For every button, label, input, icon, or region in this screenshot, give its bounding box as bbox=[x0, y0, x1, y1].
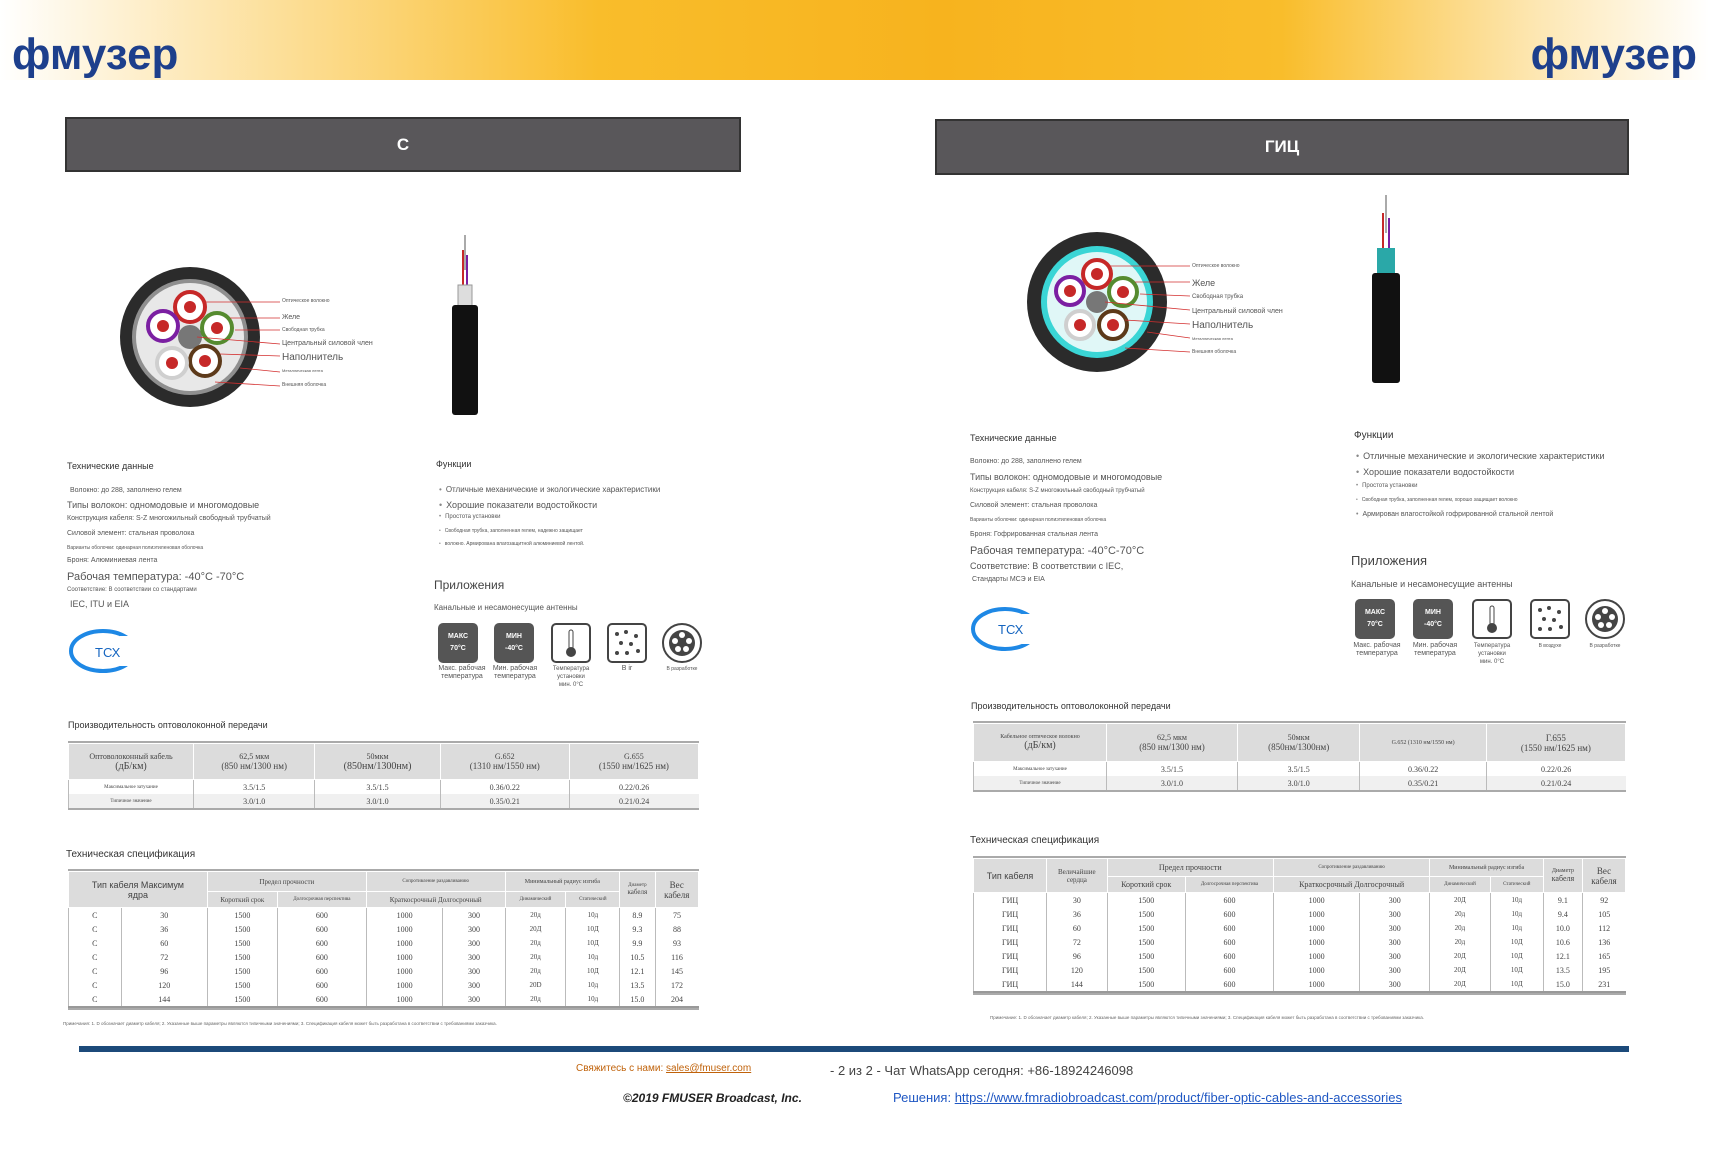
table-cell: ГИЦ bbox=[974, 977, 1047, 992]
table-row: Максимальное затухание 3.5/1.5 3.5/1.5 0.36/0.22 0.22/0.26 bbox=[69, 780, 699, 795]
table-cell: 75 bbox=[655, 908, 698, 923]
left-cable-side-view bbox=[445, 230, 485, 415]
left-label-sheath: Внешняя оболочка bbox=[282, 382, 327, 388]
table-cell: С bbox=[69, 936, 122, 950]
table-cell: 1000 bbox=[366, 922, 443, 936]
left-tech-title: Технические данные bbox=[67, 461, 154, 471]
contact-email-link[interactable]: sales@fmuser.com bbox=[666, 1063, 752, 1074]
right-perf-table: Кабельное оптическое волокно (дБ/км) 62,5 мкм (850 нм/1300 нм) 50мкм (850нм/1300нм) G.652 (1310 нм/1550 нм) Г.655 (1550 нм/1625 нм) Максимальное затухание 3.5/1.5 3.5/1.5 0.36/0.22 0.22/0.26 Типичное значение 3.0/1.0 3.0/1.0 0.35/0.21 0.21/0.24 bbox=[973, 721, 1626, 792]
table-cell: 600 bbox=[277, 908, 366, 923]
table-row: Типичное значение 3.0/1.0 3.0/1.0 0.35/0.21 0.21/0.24 bbox=[69, 794, 699, 808]
table-cell: 1500 bbox=[1107, 907, 1185, 921]
solutions-label: Решения: bbox=[893, 1090, 955, 1105]
table-row bbox=[69, 922, 699, 936]
table-cell: 10д bbox=[566, 908, 620, 923]
table-cell: 1500 bbox=[207, 964, 277, 978]
right-cable-side-view bbox=[1366, 193, 1406, 383]
right-label-member: Центральный силовой член bbox=[1192, 308, 1283, 315]
table-cell: 300 bbox=[1360, 977, 1430, 992]
table-cell: 600 bbox=[1185, 893, 1273, 908]
left-note: Примечания: 1. D обозначает диаметр кабеля; 2. Указанные выше параметры являются типичными значениями; 3. Спецификация кабеля может быть разработана в соответствии с требованиями заказчика. bbox=[63, 1021, 497, 1026]
table-cell: 20Д bbox=[1430, 977, 1490, 992]
right-icon-caption: В воздухе bbox=[1538, 643, 1562, 649]
right-note: Примечание: 1. D обозначает диаметр кабеля; 2. Указанные выше параметры являются типичными значениями; 3. Спецификация кабеля может быть разработана в соответствии с требованиями заказчика. bbox=[990, 1015, 1424, 1020]
table-row bbox=[69, 978, 699, 992]
table-cell: 136 bbox=[1582, 935, 1625, 949]
table-cell: 10.5 bbox=[620, 950, 655, 964]
logo-left: фмузер bbox=[12, 30, 179, 79]
left-func-item: • Свободная трубка, заполненная гелем, надежно защищает bbox=[439, 528, 583, 534]
left-tcx-text: ТСХ bbox=[95, 645, 121, 660]
table-cell: 13.5 bbox=[1543, 963, 1582, 977]
table-row bbox=[974, 949, 1626, 963]
right-perf-title: Производительность оптоволоконной передачи bbox=[971, 701, 1171, 711]
table-cell: 1500 bbox=[1107, 949, 1185, 963]
table-cell: 10.0 bbox=[1543, 921, 1582, 935]
table-cell: 1500 bbox=[1107, 977, 1185, 992]
right-cable-cross-section bbox=[1025, 228, 1295, 378]
table-cell: 20д bbox=[505, 936, 566, 950]
table-cell: 300 bbox=[443, 908, 505, 923]
left-perf-header: Оптоволоконный кабель (дБ/км) bbox=[69, 744, 194, 780]
left-func-item: • Отличные механические и экологические характеристики bbox=[439, 485, 660, 494]
table-cell: С bbox=[69, 950, 122, 964]
left-min-temp-icon: МИН -40°C bbox=[494, 623, 534, 663]
table-cell: 10Д bbox=[1490, 963, 1543, 977]
left-panel-title: С bbox=[65, 117, 741, 172]
table-cell: 300 bbox=[443, 978, 505, 992]
table-cell: 1500 bbox=[1107, 935, 1185, 949]
table-cell: 120 bbox=[1047, 963, 1107, 977]
table-cell: 300 bbox=[1360, 935, 1430, 949]
footer-copyright: ©2019 FMUSER Broadcast, Inc. bbox=[623, 1091, 802, 1105]
right-spec-title: Техническая спецификация bbox=[970, 835, 1100, 846]
table-cell: 600 bbox=[1185, 907, 1273, 921]
table-cell: 1000 bbox=[366, 936, 443, 950]
table-row bbox=[69, 936, 699, 950]
left-func-item: • волокно. Армирована влагозащитной алюминиевой лентой. bbox=[439, 541, 584, 547]
left-tech-line: Конструкция кабеля: S-Z многожильный свободный трубчатый bbox=[67, 515, 271, 522]
table-cell: 145 bbox=[655, 964, 698, 978]
left-label-fiber: Оптическое волокно bbox=[282, 298, 330, 304]
table-cell: 1000 bbox=[1274, 893, 1360, 908]
right-tech-line: Варианты оболочки: одинарная полиэтиленовая оболочка bbox=[970, 517, 1107, 523]
left-perf-header: 62,5 мкм (850 нм/1300 нм) bbox=[194, 744, 315, 780]
table-cell: 300 bbox=[1360, 907, 1430, 921]
logo-right: фмузер bbox=[1530, 30, 1697, 79]
left-icon-caption: Макс. рабочая температура bbox=[438, 665, 486, 680]
table-cell: 112 bbox=[1582, 921, 1625, 935]
table-cell: 10д bbox=[566, 978, 620, 992]
table-cell: 300 bbox=[1360, 921, 1430, 935]
table-cell: 300 bbox=[443, 964, 505, 978]
table-cell: 204 bbox=[655, 992, 698, 1007]
table-row bbox=[974, 935, 1626, 949]
table-cell: 1000 bbox=[366, 978, 443, 992]
left-label-member: Центральный силовой член bbox=[282, 340, 373, 347]
left-cable-cross-section bbox=[115, 262, 385, 412]
table-cell: 36 bbox=[1047, 907, 1107, 921]
table-cell: 1000 bbox=[366, 992, 443, 1007]
table-cell: С bbox=[69, 992, 122, 1007]
footer-contact bbox=[576, 1063, 751, 1074]
table-cell: ГИЦ bbox=[974, 893, 1047, 908]
table-cell: 20Д bbox=[1430, 893, 1490, 908]
table-cell: 20Д bbox=[505, 922, 566, 936]
left-perf-header: 50мкм (850нм/1300нм) bbox=[315, 744, 440, 780]
right-tech-line: Силовой элемент: стальная проволока bbox=[970, 502, 1098, 509]
table-cell: 9.4 bbox=[1543, 907, 1582, 921]
table-cell: 10.6 bbox=[1543, 935, 1582, 949]
table-cell: 1500 bbox=[1107, 893, 1185, 908]
table-cell: 36 bbox=[121, 922, 207, 936]
right-tech-title: Технические данные bbox=[970, 433, 1057, 443]
table-cell: 10д bbox=[566, 992, 620, 1007]
table-cell: 1000 bbox=[1274, 907, 1360, 921]
right-func-item: • Хорошие показатели водостойкости bbox=[1356, 467, 1514, 477]
table-cell: 20д bbox=[505, 908, 566, 923]
right-func-item: • Свободная трубка, заполненная гелем, хорошо защищает волокно bbox=[1356, 497, 1518, 503]
left-tech-line: Варианты оболочки: одинарная полиэтиленовая оболочка bbox=[67, 545, 204, 551]
table-cell: 1500 bbox=[207, 936, 277, 950]
right-tech-line: Стандарты МСЭ и EIA bbox=[972, 576, 1045, 583]
footer-divider bbox=[79, 1046, 1629, 1052]
solutions-link[interactable]: https://www.fmradiobroadcast.com/product/fiber-optic-cables-and-accessories bbox=[954, 1090, 1402, 1105]
table-cell: 1000 bbox=[1274, 935, 1360, 949]
table-cell: 1000 bbox=[1274, 949, 1360, 963]
left-tech-line: IEC, ITU и EIA bbox=[70, 599, 130, 609]
table-cell: 10Д bbox=[1490, 977, 1543, 992]
footer-solutions bbox=[893, 1090, 1402, 1105]
table-cell: 600 bbox=[277, 950, 366, 964]
table-cell: 1000 bbox=[366, 950, 443, 964]
table-cell: 15.0 bbox=[1543, 977, 1582, 992]
right-app-text: Канальные и несамонесущие антенны bbox=[1351, 579, 1513, 589]
right-duct-icon bbox=[1585, 599, 1625, 639]
right-func-item: • Армирован влагостойкой гофрированной стальной лентой bbox=[1356, 511, 1553, 518]
table-cell: 300 bbox=[1360, 963, 1430, 977]
table-cell: 8.9 bbox=[620, 908, 655, 923]
table-cell: 10Д bbox=[566, 922, 620, 936]
table-cell: 96 bbox=[1047, 949, 1107, 963]
table-cell: 300 bbox=[443, 992, 505, 1007]
right-panel-title: ГИЦ bbox=[935, 119, 1629, 175]
table-cell: ГИЦ bbox=[974, 907, 1047, 921]
table-cell: ГИЦ bbox=[974, 949, 1047, 963]
table-cell: С bbox=[69, 978, 122, 992]
right-tech-line: Соответствие: В соответствии с IEC, bbox=[970, 561, 1124, 571]
table-cell: 1000 bbox=[366, 964, 443, 978]
right-icon-caption: Температура установки мин. 0°C bbox=[1473, 643, 1511, 665]
right-tech-line: Типы волокон: одномодовые и многомодовые bbox=[970, 472, 1163, 482]
table-row bbox=[69, 964, 699, 978]
table-cell: 12.1 bbox=[620, 964, 655, 978]
table-cell: 600 bbox=[1185, 963, 1273, 977]
right-func-item: • Простота установки bbox=[1356, 483, 1417, 489]
left-spec-table: Тип кабеля Максимум ядра Предел прочности Сопротивление раздавливанию Минимальный радиус изгиба Диаметр кабеля Вес кабеля Короткий срок Долгосрочная перспектива Краткосрочный Долгосрочный Динамический Статический С 30 1500 600 1000 300 20д 10д 8.9 75 С 36 1500 600 1000 300 20Д 10Д 9.3 88 С 60 1500 600 1000 300 20д 10Д 9.9 93 С 72 1500 600 1000 300 20д 10д 10.5 116 С 96 1500 600 1000 300 20д 10Д 12.1 145 С 120 1500 600 1000 300 20D 10д 13.5 172 С 144 1500 600 1000 300 20д 10д 15.0 204 bbox=[68, 869, 699, 1010]
table-cell: 20д bbox=[505, 992, 566, 1007]
table-cell: 600 bbox=[277, 964, 366, 978]
table-row bbox=[69, 950, 699, 964]
table-row bbox=[69, 992, 699, 1007]
left-perf-title: Производительность оптоволоконной передачи bbox=[68, 720, 268, 730]
table-cell: 12.1 bbox=[1543, 949, 1582, 963]
table-cell: 300 bbox=[443, 936, 505, 950]
left-max-temp-icon: МАКС 70°C bbox=[438, 623, 478, 663]
left-label-tape: Металлическая лента bbox=[282, 368, 323, 373]
table-cell: 10Д bbox=[1490, 949, 1543, 963]
right-tech-line: Конструкция кабеля: S-Z многожильный свободный трубчатый bbox=[970, 488, 1145, 494]
table-cell: 60 bbox=[1047, 921, 1107, 935]
table-cell: 9.1 bbox=[1543, 893, 1582, 908]
table-cell: С bbox=[69, 908, 122, 923]
left-icon-caption: В разработке bbox=[666, 666, 698, 672]
right-icon-caption: Мин. рабочая температура bbox=[1412, 642, 1458, 657]
table-cell: 1500 bbox=[207, 922, 277, 936]
table-cell: 600 bbox=[277, 936, 366, 950]
right-func-item: • Отличные механические и экологические характеристики bbox=[1356, 451, 1604, 461]
table-cell: 10д bbox=[1490, 921, 1543, 935]
table-cell: 10д bbox=[1490, 907, 1543, 921]
table-row: Типичное значение 3.0/1.0 3.0/1.0 0.35/0.21 0.21/0.24 bbox=[974, 776, 1626, 790]
table-cell: 30 bbox=[1047, 893, 1107, 908]
left-label-tube: Свободная трубка bbox=[282, 327, 325, 333]
table-cell: 600 bbox=[1185, 949, 1273, 963]
left-spec-title: Техническая спецификация bbox=[66, 849, 196, 860]
left-tech-line: Типы волокон: одномодовые и многомодовые bbox=[67, 500, 260, 510]
right-icon-caption: В разработке bbox=[1589, 643, 1621, 649]
table-cell: 144 bbox=[121, 992, 207, 1007]
table-cell: 72 bbox=[121, 950, 207, 964]
left-tech-line: Рабочая температура: -40°C -70°C bbox=[67, 571, 245, 583]
table-cell: 10Д bbox=[1490, 935, 1543, 949]
table-cell: ГИЦ bbox=[974, 921, 1047, 935]
table-cell: 1000 bbox=[366, 908, 443, 923]
table-cell: 1000 bbox=[1274, 977, 1360, 992]
table-row bbox=[69, 908, 699, 923]
table-cell: 88 bbox=[655, 922, 698, 936]
table-cell: 1500 bbox=[207, 978, 277, 992]
right-thermometer-icon bbox=[1472, 599, 1512, 639]
table-cell: 9.9 bbox=[620, 936, 655, 950]
table-cell: 20д bbox=[1430, 935, 1490, 949]
table-cell: 20д bbox=[1430, 921, 1490, 935]
table-row bbox=[974, 921, 1626, 935]
table-row: Максимальное затухание 3.5/1.5 3.5/1.5 0.36/0.22 0.22/0.26 bbox=[974, 762, 1626, 777]
table-cell: 20д bbox=[1430, 907, 1490, 921]
right-tcx-text: ТСХ bbox=[998, 622, 1024, 637]
table-cell: С bbox=[69, 964, 122, 978]
table-cell: 300 bbox=[443, 922, 505, 936]
right-label-filler: Наполнитель bbox=[1192, 320, 1254, 331]
left-icon-caption: Мин. рабочая температура bbox=[492, 665, 538, 680]
left-func-title: Функции bbox=[436, 459, 472, 469]
table-cell: 1500 bbox=[207, 950, 277, 964]
table-cell: 165 bbox=[1582, 949, 1625, 963]
right-label-tube: Свободная трубка bbox=[1192, 294, 1244, 300]
table-row bbox=[974, 907, 1626, 921]
table-cell: 300 bbox=[443, 950, 505, 964]
table-cell: 172 bbox=[655, 978, 698, 992]
header-band bbox=[0, 0, 1709, 80]
table-cell: 144 bbox=[1047, 977, 1107, 992]
table-cell: 15.0 bbox=[620, 992, 655, 1007]
left-duct-icon bbox=[662, 623, 702, 663]
table-cell: 10Д bbox=[566, 936, 620, 950]
right-func-title: Функции bbox=[1354, 430, 1394, 441]
left-tech-line: Силовой элемент: стальная проволока bbox=[67, 530, 195, 537]
table-cell: С bbox=[69, 922, 122, 936]
left-app-text: Канальные и несамонесущие антенны bbox=[434, 603, 578, 612]
table-cell: 600 bbox=[277, 992, 366, 1007]
table-cell: 300 bbox=[1360, 949, 1430, 963]
table-cell: 10д bbox=[1490, 893, 1543, 908]
left-label-filler: Наполнитель bbox=[282, 352, 344, 363]
table-cell: 231 bbox=[1582, 977, 1625, 992]
right-tech-line: Рабочая температура: -40°C-70°C bbox=[970, 545, 1145, 557]
table-cell: 10Д bbox=[566, 964, 620, 978]
table-cell: 300 bbox=[1360, 893, 1430, 908]
table-cell: 96 bbox=[121, 964, 207, 978]
table-row bbox=[974, 977, 1626, 992]
left-tech-line: Броня: Алюминиевая лента bbox=[67, 557, 158, 564]
footer-page-info: - 2 из 2 - Чат WhatsApp сегодня: +86-18924246098 bbox=[830, 1063, 1134, 1078]
table-cell: 600 bbox=[1185, 921, 1273, 935]
right-min-temp-icon: МИН -40°C bbox=[1413, 599, 1453, 639]
right-label-tape: Металлическая лента bbox=[1192, 336, 1233, 341]
table-cell: 20д bbox=[505, 950, 566, 964]
left-aerial-icon bbox=[607, 623, 647, 663]
table-row bbox=[974, 893, 1626, 908]
left-func-item: • Простота установки bbox=[439, 514, 500, 520]
table-cell: 1500 bbox=[1107, 963, 1185, 977]
right-aerial-icon bbox=[1530, 599, 1570, 639]
table-cell: 9.3 bbox=[620, 922, 655, 936]
right-icon-caption: Макс. рабочая температура bbox=[1353, 642, 1401, 657]
left-icon-caption: Температура установки мин. 0°C bbox=[552, 666, 590, 688]
table-cell: 195 bbox=[1582, 963, 1625, 977]
right-label-sheath: Внешняя оболочка bbox=[1192, 349, 1237, 355]
table-cell: 92 bbox=[1582, 893, 1625, 908]
table-cell: 20Д bbox=[1430, 949, 1490, 963]
right-spec-table: Тип кабеля Величайшие сердца Предел прочности Сопротивление раздавливанию Минимальный радиус изгиба Диаметр кабеля Вес кабеля Короткий срок Долгосрочная перспектива Краткосрочный Долгосрочный Динамический Статический ГИЦ 30 1500 600 1000 300 20Д 10д 9.1 92 ГИЦ 36 1500 600 1000 300 20д 10д 9.4 105 ГИЦ 60 1500 600 1000 300 20д 10д 10.0 112 ГИЦ 72 1500 600 1000 300 20д 10Д 10.6 136 ГИЦ 96 1500 600 1000 300 20Д 10Д 12.1 165 ГИЦ 120 1500 600 1000 300 20Д 10Д 13.5 195 ГИЦ 144 1500 600 1000 300 20Д 10Д 15.0 231 bbox=[973, 856, 1626, 995]
table-cell: 600 bbox=[277, 922, 366, 936]
left-tech-line: Соответствие: В соответствии со стандартами bbox=[67, 587, 197, 593]
left-perf-table bbox=[68, 741, 699, 810]
right-max-temp-icon: МАКС 70°C bbox=[1355, 599, 1395, 639]
table-cell: 20Д bbox=[1430, 963, 1490, 977]
table-cell: 1500 bbox=[1107, 921, 1185, 935]
left-thermometer-icon bbox=[551, 623, 591, 663]
right-tech-line: Волокно: до 288, заполнено гелем bbox=[970, 458, 1082, 465]
table-cell: 600 bbox=[277, 978, 366, 992]
table-row bbox=[974, 963, 1626, 977]
table-cell: 20д bbox=[505, 964, 566, 978]
table-cell: 600 bbox=[1185, 977, 1273, 992]
table-cell: 13.5 bbox=[620, 978, 655, 992]
table-cell: 60 bbox=[121, 936, 207, 950]
left-tech-line: Волокно: до 288, заполнено гелем bbox=[70, 487, 182, 494]
table-cell: 1000 bbox=[1274, 921, 1360, 935]
table-cell: ГИЦ bbox=[974, 935, 1047, 949]
table-cell: 10д bbox=[566, 950, 620, 964]
table-cell: 120 bbox=[121, 978, 207, 992]
right-label-fiber: Оптическое волокно bbox=[1192, 263, 1240, 269]
table-cell: 600 bbox=[1185, 935, 1273, 949]
table-cell: ГИЦ bbox=[974, 963, 1047, 977]
left-perf-header: G.652 (1310 нм/1550 нм) bbox=[440, 744, 569, 780]
table-cell: 105 bbox=[1582, 907, 1625, 921]
right-tech-line: Броня: Гофрированная стальная лента bbox=[970, 531, 1098, 538]
table-cell: 93 bbox=[655, 936, 698, 950]
table-cell: 30 bbox=[121, 908, 207, 923]
left-label-gel: Желе bbox=[282, 314, 301, 321]
right-label-gel: Желе bbox=[1192, 278, 1216, 288]
table-cell: 1500 bbox=[207, 992, 277, 1007]
table-cell: 20D bbox=[505, 978, 566, 992]
left-icon-caption: В ir bbox=[621, 665, 633, 672]
contact-label: Свяжитесь с нами: bbox=[576, 1063, 667, 1074]
left-perf-header: G.655 (1550 нм/1625 нм) bbox=[569, 744, 698, 780]
table-cell: 72 bbox=[1047, 935, 1107, 949]
table-cell: 116 bbox=[655, 950, 698, 964]
left-func-item: • Хорошие показатели водостойкости bbox=[439, 500, 597, 510]
right-app-title: Приложения bbox=[1351, 553, 1428, 568]
table-cell: 1500 bbox=[207, 908, 277, 923]
left-app-title: Приложения bbox=[434, 578, 505, 592]
table-cell: 1000 bbox=[1274, 963, 1360, 977]
